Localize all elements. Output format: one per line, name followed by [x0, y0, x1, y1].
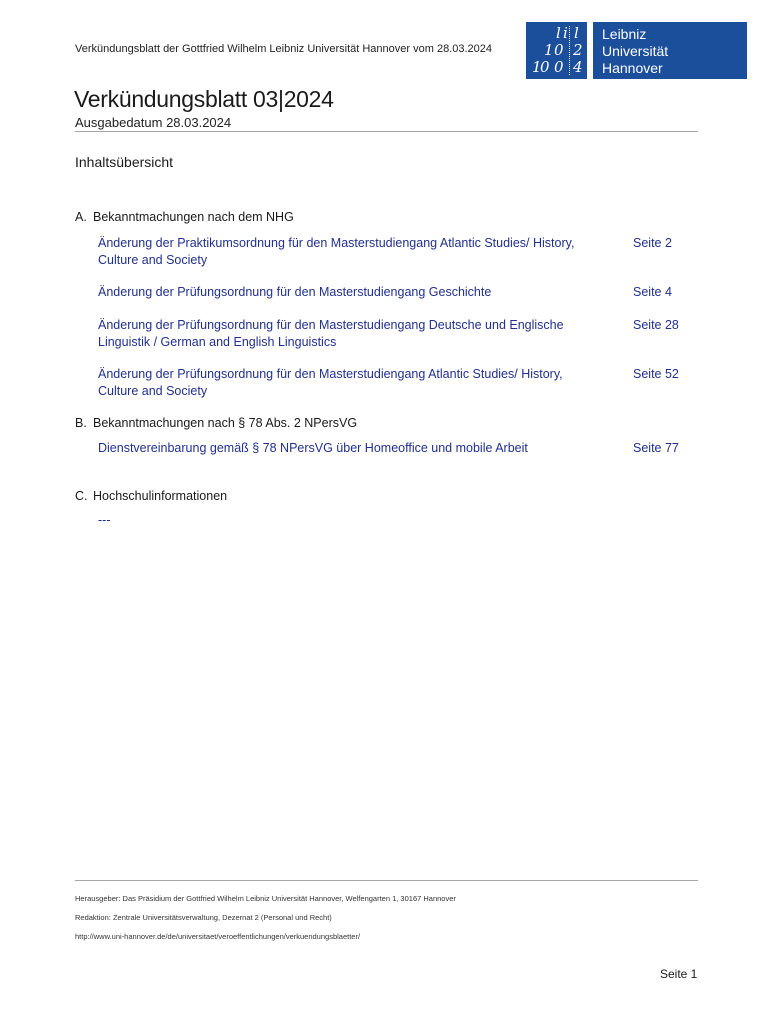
empty-section-placeholder: ---: [98, 513, 111, 527]
section-c-heading: C. Hochschulinformationen: [75, 489, 228, 503]
footer-editor: Redaktion: Zentrale Universitätsverwaltung, Dezernat 2 (Personal und Recht): [75, 913, 332, 922]
toc-entry-page[interactable]: Seite 28: [633, 318, 679, 332]
logo-mark-icon: l i l 1 0 2 1 0 0 4: [526, 22, 587, 79]
running-header: Verkündungsblatt der Gottfried Wilhelm Leibniz Universität Hannover vom 28.03.2024: [75, 43, 493, 55]
toc-entry-title[interactable]: Dienstvereinbarung gemäß § 78 NPersVG über Homeoffice und mobile Arbeit: [98, 441, 528, 455]
section-b-heading: B. Bekanntmachungen nach § 78 Abs. 2 NPersVG: [75, 416, 358, 430]
toc-entry-title[interactable]: Änderung der Prüfungsordnung für den Masterstudiengang Geschichte: [98, 285, 492, 299]
toc-entry-page[interactable]: Seite 2: [633, 236, 672, 250]
issue-date: Ausgabedatum 28.03.2024: [75, 115, 232, 130]
toc-entry-title[interactable]: Änderung der Prüfungsordnung für den Masterstudiengang Atlantic Studies/ History, Culture and Society: [98, 367, 563, 398]
footer-publisher: Herausgeber: Das Präsidium der Gottfried Wilhelm Leibniz Universität Hannover, Welfengarten 1, 30167 Hannover: [75, 894, 456, 903]
footer-divider: [75, 880, 698, 881]
header-divider: [75, 131, 698, 132]
toc-entry-page[interactable]: Seite 52: [633, 367, 679, 381]
university-logo: [526, 22, 747, 79]
toc-entry-page[interactable]: Seite 77: [633, 441, 679, 455]
page-number: Seite 1: [660, 967, 698, 981]
toc-entry-title[interactable]: Änderung der Prüfungsordnung für den Masterstudiengang Deutsche und Englische Linguistik / German and English Linguistics: [98, 318, 564, 349]
document-title: Verkündungsblatt 03|2024: [74, 86, 334, 112]
toc-entry-title[interactable]: Änderung der Praktikumsordnung für den Masterstudiengang Atlantic Studies/ History, Culture and Society: [98, 236, 575, 267]
section-a-heading: A. Bekanntmachungen nach dem NHG: [75, 210, 294, 224]
toc-heading: Inhaltsübersicht: [75, 154, 174, 170]
footer-url[interactable]: http://www.uni-hannover.de/de/universitaet/veroeffentlichungen/verkuendungsblaetter/: [75, 932, 361, 941]
toc-entry-page[interactable]: Seite 4: [633, 285, 672, 299]
logo-wordmark: Leibniz Universität Hannover: [593, 22, 747, 79]
